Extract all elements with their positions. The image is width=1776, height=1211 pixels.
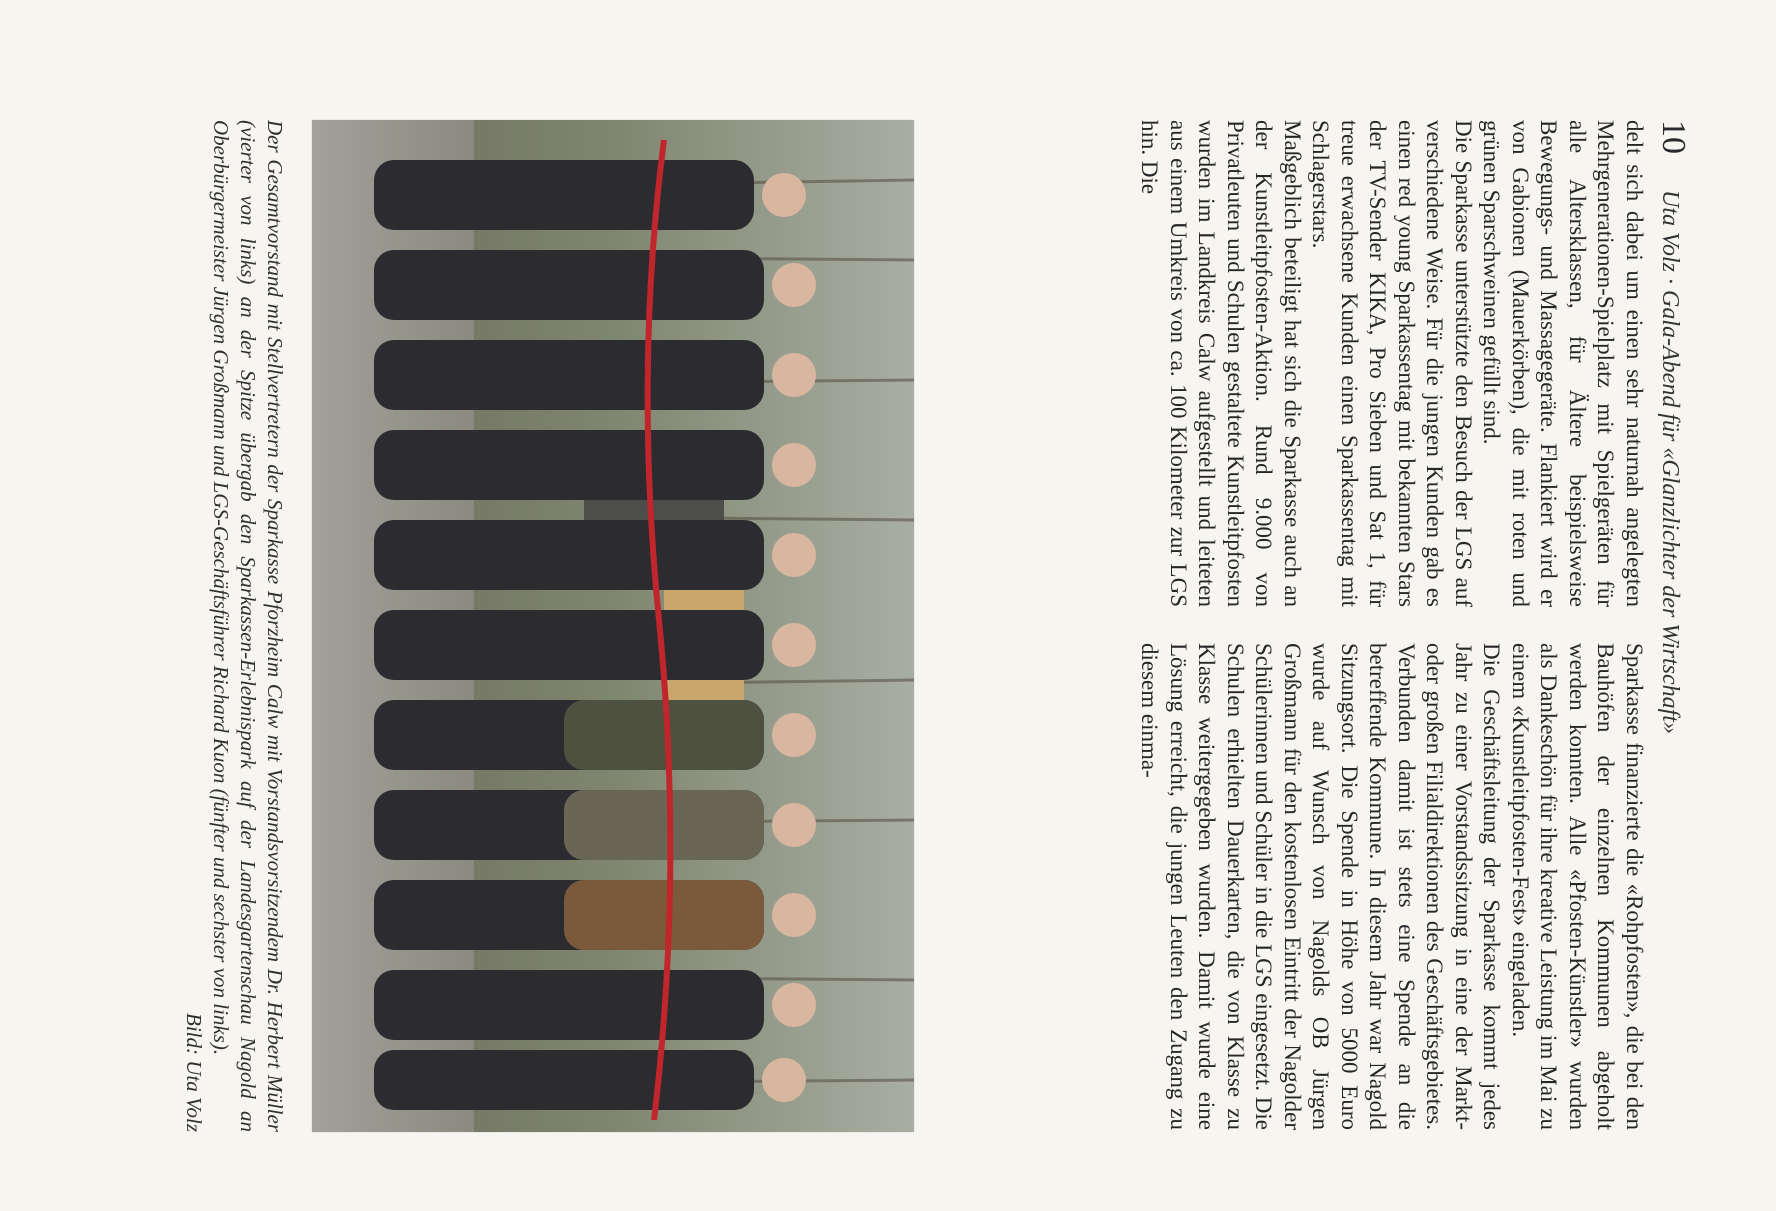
paragraph: Sparkasse finanzierte die «Rohpfosten», die bei den Bauhöfen der einzelnen Kommunen abgeholt werden konnten. Alle «Pfosten-Künstler» wurden als Dankeschön für ihre kreative Leistung im Mai zu einem «Kunstleitpfosten-Fest» eingeladen.: [1508, 643, 1647, 1130]
page-number: 10: [1655, 120, 1692, 154]
article-body: [958, 120, 1648, 1130]
photo-illustration: [312, 120, 914, 1132]
paragraph: Die Geschäftsleitung der Sparkasse kommt jedes Jahr zu einer Vorstandssitzung in eine der Markt- oder großen Filialdirektionen des Geschäftsgebietes. Verbunden damit ist stets eine Spende an die betreffende Kommune. In diesem Jahr war Nagold Sitzungsort. Die Spende in Höhe von 5000 Euro wurde auf Wunsch von Nagolds OB Jürgen Großmann für den kostenlosen Eintritt der Nagolder Schülerinnen und Schüler in die LGS eingesetzt. Die Schulen erhielten Dauerkarten, die von Klasse zu Klasse weitergegeben wurden. Damit wurde eine Lösung erreicht, die jungen Leuten den Zugang zu diesem einma-: [1137, 643, 1505, 1130]
photo-caption: [180, 120, 288, 1132]
text-column-left: [958, 120, 1648, 607]
caption-text: Der Gesamtvorstand mit Stellvertretern der Sparkasse Pforzheim Calw mit Vorstandsvorsitzendem Dr. Herbert Müller (vierter von links) an der Spitze übergab den Sparkassen-Erlebnispark auf der Landesgartenschau Nagold an Oberbürgermeister Jürgen Großmann und LGS-Geschäftsführer Richard Kuon (fünfter und sechster von links).: [209, 120, 287, 1132]
paragraph: Die Sparkasse unterstützte den Besuch der LGS auf verschiedene Weise. Für die jungen Kunden gab es einen red young Sparkassentag mit bekannten Stars der TV-Sender KIKA, Pro Sieben und Sat 1, für treue erwachsene Kunden einen Sparkassentag mit Schlagerstars.: [1308, 120, 1476, 607]
group-photo: [312, 120, 914, 1132]
page-header: [1654, 120, 1692, 1130]
paragraph: Maßgeblich beteiligt hat sich die Sparkasse auch an der Kunstleitpfosten-Aktion. Rund 9.000 von Privatleuten und Schulen gestaltete Kunstleitpfosten wurden im Landkreis Calw aufgestellt und leiteten aus einem Umkreis von ca. 100 Kilometer zur LGS hin. Die: [1137, 120, 1305, 607]
running-title: Uta Volz · Gala-Abend für «Glanzlichter der Wirtschaft»: [1657, 190, 1683, 734]
photo-credit: Bild: Uta Volz: [182, 1013, 206, 1132]
text-column-right: [958, 643, 1648, 1130]
paragraph: delt sich dabei um einen sehr naturnah angelegten Mehrgenerationen-Spielplatz mit Spielgeräten für alle Altersklassen, für Ältere beispielsweise Bewegungs- und Massagegeräte. Flankiert wird er von Gabionen (Mauerkörben), die mit roten und grünen Sparschweinen gefüllt sind.: [1479, 120, 1647, 607]
